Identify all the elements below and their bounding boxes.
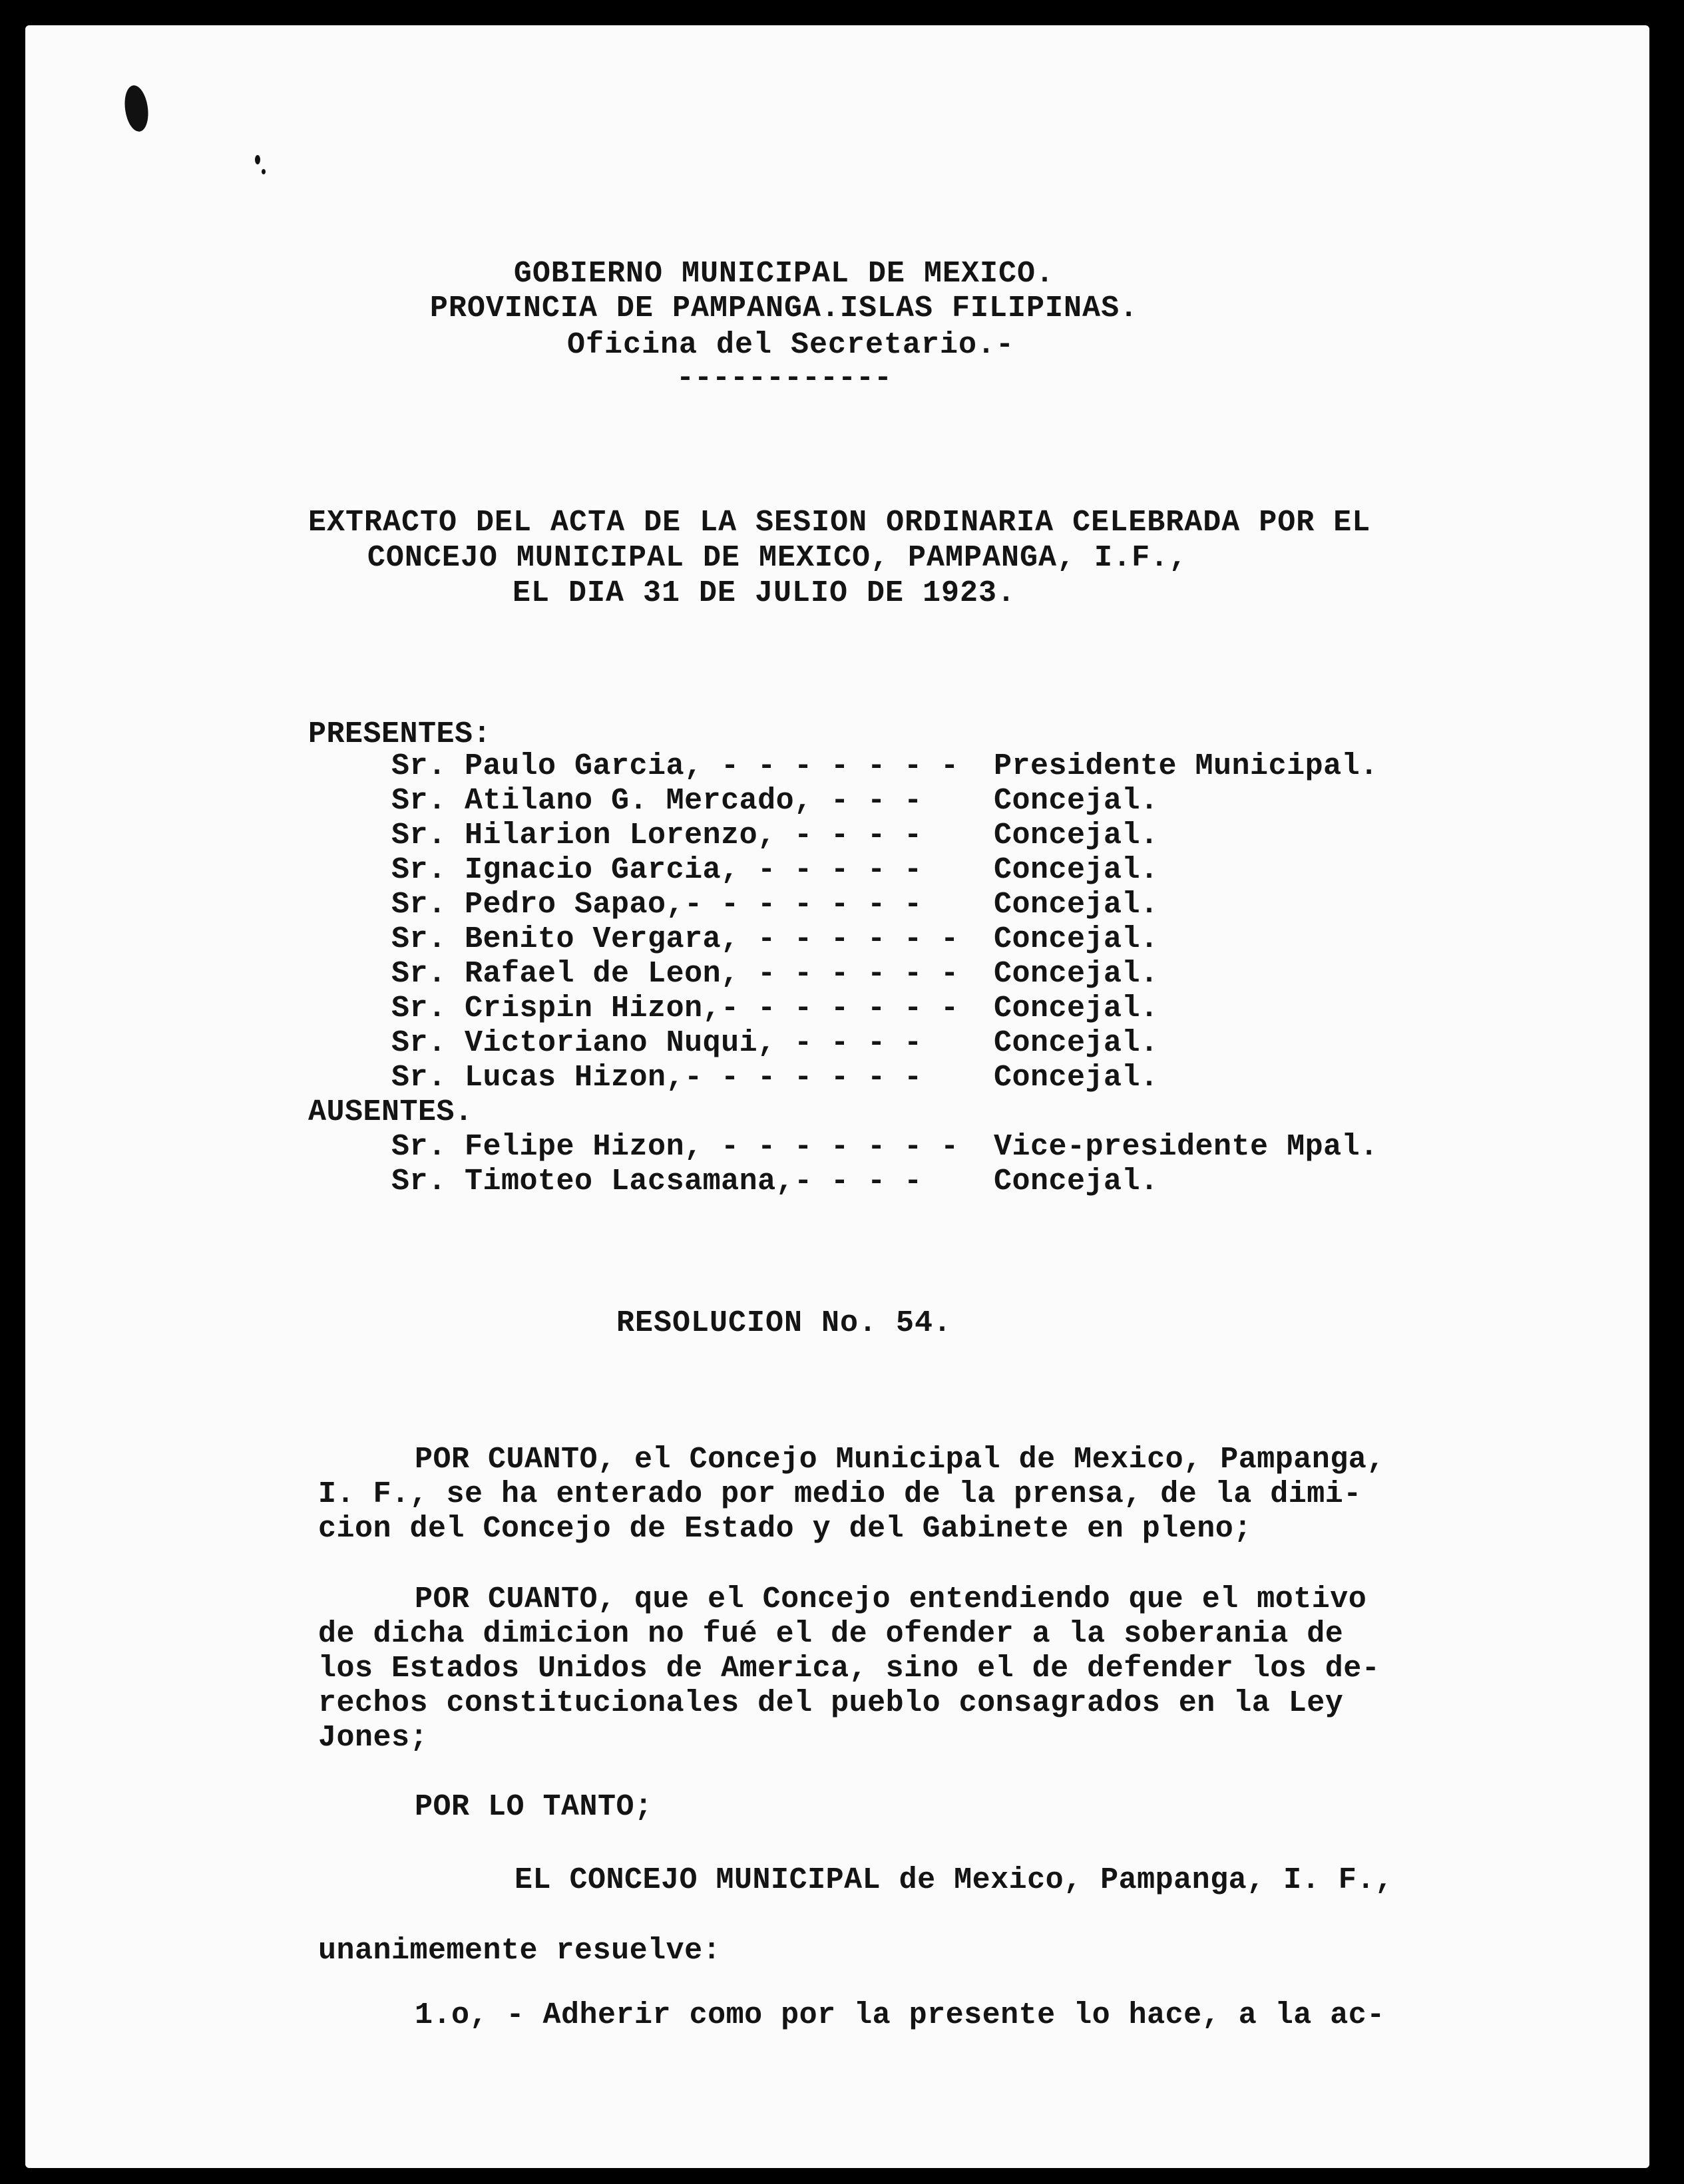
presentes-label: PRESENTES: [308,717,492,751]
attendee-role: Concejal. [994,957,1159,991]
document-page [25,25,1649,2168]
resuelve-line: unanimemente resuelve: [318,1934,722,1968]
attendee-name: Sr. Atilano G. Mercado, - - - [391,784,923,818]
ink-blot [122,84,150,133]
attendee-name: Sr. Lucas Hizon,- - - - - - - [391,1061,923,1095]
paragraph-line: POR CUANTO, el Concejo Municipal de Mexico, Pampanga, [415,1443,1385,1477]
attendee-row [25,1061,1649,1095]
absentee-role: Vice-presidente Mpal. [994,1130,1378,1164]
resolution-heading: RESOLUCION No. 54. [616,1306,952,1340]
attendee-role: Concejal. [994,853,1159,887]
attendee-name: Sr. Pedro Sapao,- - - - - - - [391,888,923,922]
title-line-3: EL DIA 31 DE JULIO DE 1923. [512,576,1016,610]
absentee-name: Sr. Timoteo Lacsamana,- - - - [391,1165,923,1198]
header-line-1: GOBIERNO MUNICIPAL DE MEXICO. [513,257,1055,291]
attendee-role: Concejal. [994,819,1159,852]
attendee-role: Concejal. [994,888,1159,922]
por-lo-tanto: POR LO TANTO; [415,1790,653,1824]
title-line-1: EXTRACTO DEL ACTA DE LA SESION ORDINARIA CELEBRADA POR EL [308,506,1371,540]
paragraph-line: I. F., se ha enterado por medio de la prensa, de la dimi- [318,1477,1362,1511]
title-line-2: CONCEJO MUNICIPAL DE MEXICO, PAMPANGA, I.F., [367,541,1188,575]
header-line-2: PROVINCIA DE PAMPANGA.ISLAS FILIPINAS. [429,291,1139,325]
absentee-row [25,1130,1649,1165]
attendee-name: Sr. Victoriano Nuqui, - - - - [391,1026,923,1060]
header-line-3: Oficina del Secretario.- [566,328,1015,362]
absentee-role: Concejal. [994,1165,1159,1198]
attendee-role: Concejal. [994,1026,1159,1060]
attendee-role: Concejal. [994,784,1159,818]
attendee-role: Concejal. [994,1061,1159,1095]
attendee-role: Concejal. [994,992,1159,1025]
absentee-name: Sr. Felipe Hizon, - - - - - - - [391,1130,959,1164]
header-rule: ------------ [676,361,893,395]
attendee-row [25,853,1649,888]
ink-speck [262,169,266,174]
attendee-row [25,784,1649,819]
attendee-name: Sr. Ignacio Garcia, - - - - - [391,853,923,887]
attendee-name: Sr. Hilarion Lorenzo, - - - - [391,819,923,852]
ink-speck [255,155,260,164]
attendee-name: Sr. Rafael de Leon, - - - - - - [391,957,959,991]
attendee-row [25,819,1649,853]
paragraph-line: Jones; [318,1721,429,1755]
attendee-name: Sr. Paulo Garcia, - - - - - - - [391,749,959,783]
attendee-name: Sr. Benito Vergara, - - - - - - [391,922,959,956]
attendee-row [25,922,1649,957]
paragraph-line: rechos constitucionales del pueblo consagrados en la Ley [318,1686,1344,1720]
attendee-row [25,957,1649,992]
attendee-name: Sr. Crispin Hizon,- - - - - - - [391,992,959,1025]
absentee-row [25,1165,1649,1199]
attendee-row [25,1026,1649,1061]
attendee-role: Presidente Municipal. [994,749,1378,783]
item-1: 1.o, - Adherir como por la presente lo hace, a la ac- [415,1998,1385,2032]
attendee-row [25,992,1649,1026]
paragraph-line: de dicha dimicion no fué el de ofender a la soberania de [318,1617,1344,1651]
paragraph-line: POR CUANTO, que el Concejo entendiendo que el motivo [415,1582,1367,1616]
attendee-row [25,888,1649,922]
paragraph-line: los Estados Unidos de America, sino el de defender los de- [318,1652,1380,1686]
concejo-line: EL CONCEJO MUNICIPAL de Mexico, Pampanga, I. F., [515,1863,1394,1897]
attendee-role: Concejal. [994,922,1159,956]
paragraph-line: cion del Concejo de Estado y del Gabinete en pleno; [318,1512,1252,1546]
ausentes-label: AUSENTES. [308,1095,473,1129]
attendee-row [25,749,1649,784]
